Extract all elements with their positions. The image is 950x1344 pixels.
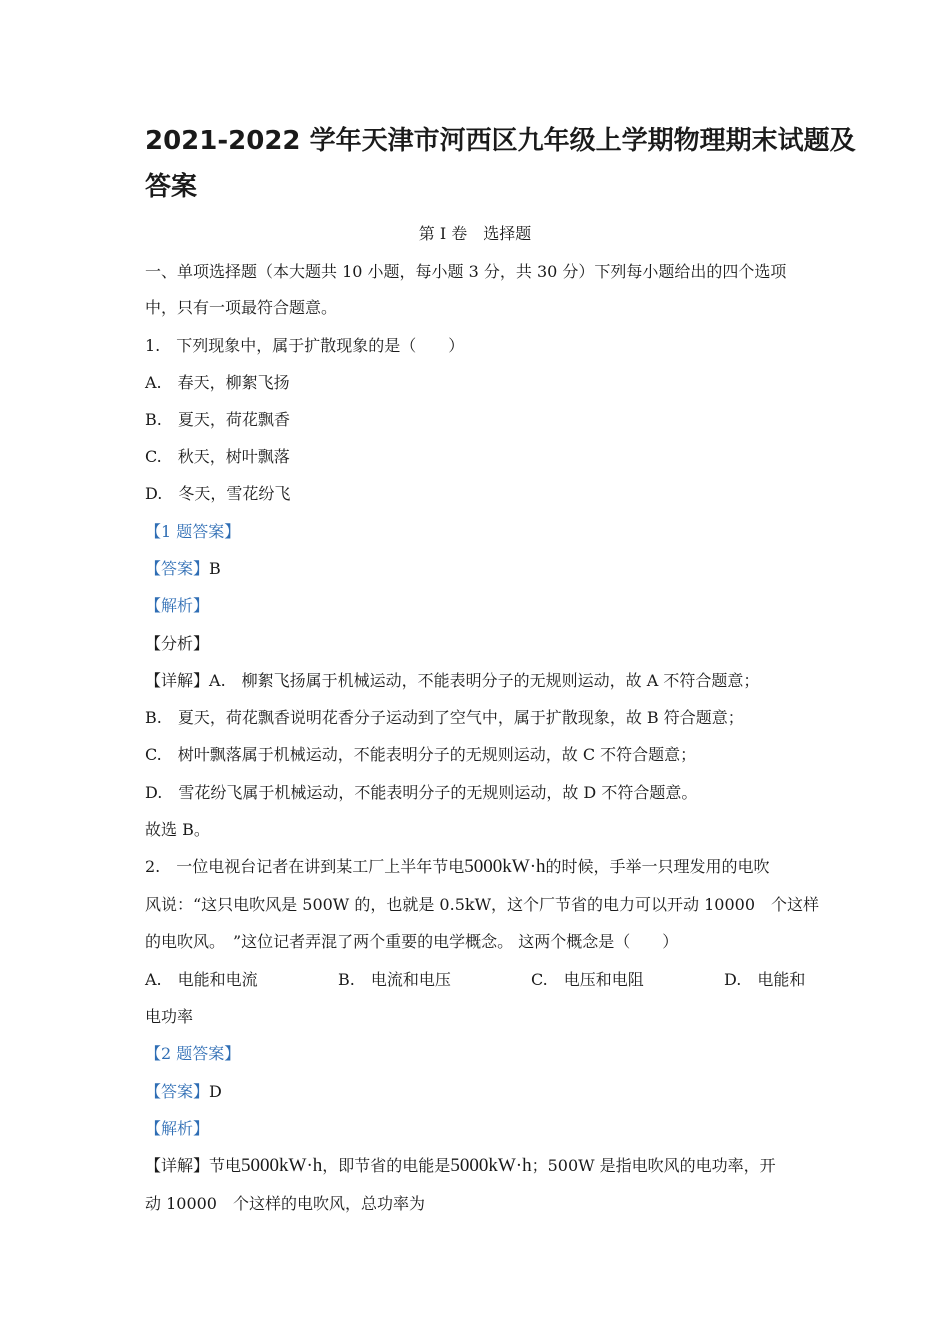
stem-text: 的时候，手举一只理发用的电吹 [545,857,770,876]
question-2-analysis-heading: 【解析】 [145,1119,210,1138]
question-1-fenxi: 【分析】 [145,634,210,653]
question-2-option-a: A. 电能和电流 [145,970,258,989]
answer-label: 【答案】 [145,559,210,578]
question-1-detail-line-3: C. 树叶飘落属于机械运动，不能表明分子的无规则运动，故 C 不符合题意； [145,745,697,764]
detail-text: 节电 [209,1156,242,1175]
question-1-detail-line-4: D. 雪花纷飞属于机械运动，不能表明分子的无规则运动，故 D 不符合题意。 [145,783,698,802]
question-2-option-d-continued: 电功率 [145,1007,194,1026]
document-title-line-1: 2021-2022 学年天津市河西区九年级上学期物理期末试题及 [145,126,856,156]
detail-label: 【详解】 [145,671,210,690]
question-1-option-c: C. 秋天，树叶飘落 [145,447,290,466]
question-1-answer-heading: 【1 题答案】 [145,522,241,541]
detail-text: ，即节省的电能是 [322,1156,451,1175]
answer-label: 【答案】 [145,1082,210,1101]
question-2-option-d: D. 电能和 [724,970,806,989]
energy-value: 5000kW·h [450,1155,532,1176]
energy-value: 5000kW·h [241,1155,323,1176]
question-1-detail-line-2: B. 夏天，荷花飘香说明花香分子运动到了空气中，属于扩散现象，故 B 符合题意； [145,708,744,727]
question-1-answer [145,559,221,579]
question-2-option-c: C. 电压和电阻 [531,970,644,989]
stem-text: 2. 一位电视台记者在讲到某工厂上半年节电 [145,857,465,876]
question-1-option-a: A. 春天，柳絮飞扬 [145,373,290,392]
answer-value: D [209,1082,222,1101]
question-2-detail-line-2: 动 10000 个这样的电吹风，总功率为 [145,1194,425,1213]
detail-text: A. 柳絮飞扬属于机械运动，不能表明分子的无规则运动，故 A 不符合题意； [209,671,760,690]
question-2-stem-line-1 [145,857,770,877]
question-2-detail-line-1 [145,1156,776,1176]
section-header: 第 I 卷 选择题 [418,224,532,243]
answer-value: B [209,559,221,578]
detail-text: ；500W 是指电吹风的电功率，开 [531,1156,776,1175]
document-title-line-2: 答案 [145,172,198,202]
instructions-line-2: 中，只有一项最符合题意。 [145,298,338,317]
question-1-conclusion: 故选 B。 [145,820,210,839]
question-2-answer [145,1082,222,1102]
question-2-option-b: B. 电流和电压 [338,970,451,989]
question-2-answer-heading: 【2 题答案】 [145,1044,241,1063]
question-2-stem-line-2: 风说：“这只电吹风是 500W 的，也就是 0.5kW，这个厂节省的电力可以开动 10000 个这样 [145,895,819,914]
question-1-analysis-heading: 【解析】 [145,596,210,615]
energy-value: 5000kW·h [464,856,546,877]
question-1-option-d: D. 冬天，雪花纷飞 [145,484,291,503]
question-1-stem: 1. 下列现象中，属于扩散现象的是（ ） [145,336,465,355]
question-1-detail-line-1 [145,671,759,691]
instructions-line-1: 一、单项选择题（本大题共 10 小题，每小题 3 分，共 30 分）下列每小题给出的四个选项 [145,262,787,281]
question-2-stem-line-3: 的电吹风。 ”这位记者弄混了两个重要的电学概念。 这两个概念是（ ） [145,932,679,951]
question-1-option-b: B. 夏天，荷花飘香 [145,410,290,429]
detail-label: 【详解】 [145,1156,210,1175]
